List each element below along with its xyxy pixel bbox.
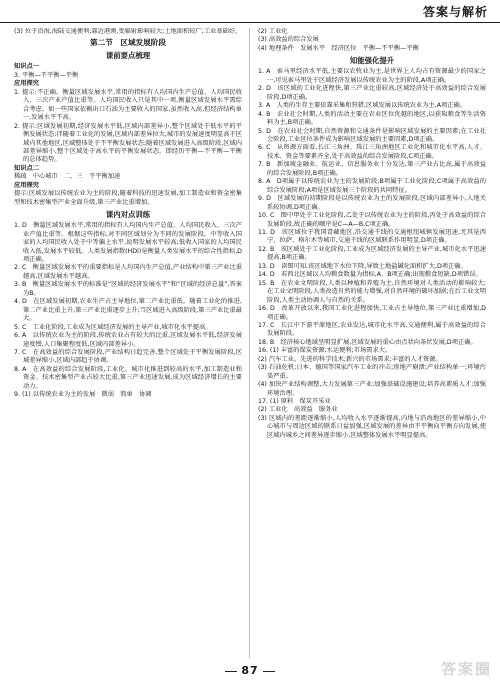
column-divider: [249, 28, 250, 658]
answer-paragraph: 13. D 读图可知,该区域地下水位下降,导致土地盐碱化面积扩大,D项正确。: [258, 262, 467, 270]
answer-paragraph: 1. 提示:不正确。衡量区域发展水平,常用的指标有人均国内生产总值、人均国民收入、三次产业产值比重等。人均国民收入只是其中一项,衡量区域发展水平需综合考虑。如一些国家依赖出口石油为主要收入的国家,虽然收入高,但经济结构单一,发展水平不高。: [14, 88, 242, 122]
answer-paragraph: (3) 区域内的差距逐渐缩小,人均收入水平逐渐提高,内地与沿海地区的差异缩小,中心城市与周边区域的联系日益加强,区域发展的差异由不平衡向平衡方向发展,使区域内城乡之间差异逐步缩小,区域整体发展水平明显提高。: [258, 414, 486, 439]
answer-paragraph: 7. C 在高效益的综合发展阶段,产业结构日趋完善,整个区域处于平衡发展阶段,区域差异缩小,区域内部趋于协调。: [14, 348, 242, 365]
answer-paragraph: 11. D 该区域位于我国青藏地区,沿交通干线的交通枢纽城镇发展迅速,尤其是西宁、拉萨、格尔木等城市,交通干线的区域联系作用明显,D项正确。: [258, 228, 486, 245]
answer-paragraph: 提示:区域发展以传统农业为主的阶段,随着科技的迅速发展,加工制造业和资金密集型和技术密集型产业全面升级,第三产业比重增加。: [14, 190, 242, 206]
answer-paragraph: 5. C 工业化阶段,工业成为区域经济发展的主导产业,城市化水平提高。: [14, 323, 212, 331]
answer-paragraph: 2. D 该区域的工业化进程快,第三产业比重较高,区域经济处于高效益的综合发展阶段,D项正确。: [258, 85, 486, 101]
answer-paragraph: (2) 工业化 高效益 服务业: [258, 406, 338, 414]
answer-paragraph: (3) 高效益的综合发展: [258, 36, 319, 44]
right-column: [258, 28, 486, 658]
answer-paragraph: 7. B 新加坡金融业、航运业、信息服务业十分发达,第三产业占比高,属于高效益的综合发展阶段,B项正确。: [258, 161, 486, 177]
answer-paragraph: 3. A 人类的生存主要依靠采集和狩猎,区域发展以传统农业为主,A项正确。: [258, 102, 466, 110]
answer-paragraph: 4. D 在区域发展初期,农业生产占主导地位,第二产业比重低。随着工业化的推进,第二产业比重上升,第三产业比重逐步上升;当区域进入高级阶段,第三产业比重最大。: [14, 298, 242, 323]
answer-paragraph: 9. D 区域发展的初期阶段是以传统农业为主的发展阶段,区域内部差异小,人地关系较协调,D项正确。: [258, 195, 486, 211]
answer-paragraph: (3) 位于沿海,海陆交通便利;靠近港澳,受辐射影响较大;土地面积较广;工业基础好。: [14, 28, 242, 35]
answer-paragraph: 14. D 若西北区域以人均粮食数量为指标,A、B项正确;出现粮食短缺,D项错误。: [258, 271, 482, 279]
answer-paragraph: 知识点二: [14, 164, 39, 172]
answer-paragraph: 17. (1) 原料 煤炭开采业: [258, 398, 331, 406]
answer-paragraph: 16. D 改革开放以来,我国工业化进程加快,工业占主导地位,第三产业比重增加,D项正确。: [258, 305, 486, 321]
answer-paragraph: 5. D 在农业社会时期,自然资源和交通条件是影响区域发展的主要因素;在工业社会阶段,工业区位条件成为影响区域发展的主要因素,D项正确。: [258, 127, 486, 143]
page-number-text: 87: [241, 664, 259, 677]
answer-paragraph: 10. C 图中甲处于工业化阶段,乙处于以传统农业为主的阶段,丙处于高效益的综合发展阶段,故正确的顺序是C—A—B,C项正确。: [258, 212, 486, 228]
answer-paragraph: 知识点一: [14, 63, 39, 71]
page-number-dash-right: [263, 671, 275, 672]
answer-paragraph: (4) 加快产业结构调整,大力发展第三产业;加强基础设施建设;培养高素质人才;加强环境治理。: [258, 381, 486, 397]
answer-paragraph: 4. B 农业社会时期,人类的活动主要在农业区位优越的地区,以获取粮食等生活资料为主,B项正确。: [258, 110, 486, 127]
answer-paragraph: 3. 平衡—不平衡—平衡: [14, 71, 79, 79]
answer-paragraph: (4) 地理条件 发展水平 经济区位 平衡—不平衡—平衡: [258, 44, 419, 52]
answer-paragraph: 15. B 在农业文明阶段,人类以种植和养殖为主,自然环境对人类活动的影响较大;在工业文明阶段,人类改造自然的能力增强,对自然环境的破坏加剧;在后工业文明阶段,人类主动协调人与自然的关系。: [258, 279, 486, 304]
answer-paragraph: 12. B 该区域处于工业化阶段,工业成为区域经济发展的主导产业,城市化水平迅速提高,B项正确。: [258, 245, 486, 262]
left-column: [14, 28, 242, 658]
answer-paragraph: 1. D 衡量区域发展水平,常用的指标有人均国内生产总值、人均国民收入、三次产业产值比重等。根据这些指标,对不同区域划分为不同的发展阶段。中等收入国家的人均国民收入处于中等偏上水平,说明发展水平较高;低收入国家的人均国民收入低,发展水平较低。人类发展指数(HDI)是衡量人类发展水平的综合性指标,D项正确。: [14, 222, 242, 263]
section-heading: 课内对点训练: [105, 210, 151, 220]
watermark-logo: 答案圈: [440, 660, 492, 678]
answer-paragraph: (2) 工业化: [258, 28, 288, 35]
answer-paragraph: 2. C 衡量区域发展水平的重要指标是人均国内生产总值,产业结构中第三产业比重越高,区域发展水平越高。: [14, 264, 242, 280]
answer-paragraph: 应用探究: [14, 181, 39, 189]
answer-paragraph: (3) 石油危机;日本、德国等国家汽车工业的冲击;房地产崩溃;产业结构单一;环境污染严重。: [258, 364, 486, 380]
answer-paragraph: 9. (1) 以传统农业为主的发展 微弱 简单 协调: [14, 391, 152, 399]
answer-paragraph: 16. (1) 丰富的煤炭资源;水运便利;市场需求大。: [258, 347, 392, 355]
header-title: 答案与解析: [422, 5, 488, 19]
answer-paragraph: 3. B 衡量区域发展水平的标准是“区域的经济发展水平”和“区域的经济总量”,答案为B。: [14, 281, 242, 297]
page-number-dash-left: [225, 671, 237, 672]
answer-paragraph: (2) 汽车工业。先进的科学技术;新兴的市场需求;丰富的人才资源。: [258, 355, 442, 363]
answer-paragraph: 稀疏 中心城市 二、三 不平衡加速: [14, 173, 121, 181]
answer-paragraph: 1. A 索马里经济水平低,主要以农牧业为主,是世界上人均占有资源最少的国家之一,可见索马里处于区域经济发展以传统农业为主的阶段,A项正确。: [258, 68, 486, 84]
answer-paragraph: 6. C 从资源方面看,长江三角洲、珠江三角洲地区工业化和城市化水平高,人才、技术、资金等要素齐全,处于高效益的综合发展阶段,C项正确。: [258, 144, 486, 160]
section-heading: 知能强化提升: [349, 56, 395, 66]
answer-paragraph: 2. 提示:区域发展初期,经济发展水平低,区域内部差异小,整个区域处于低水平的平衡发展状态;伴随着工业化的发展,区域内部差异拉大,城市的发展速度明显高于区域内其他地区,区域整体处于不平衡发展状态;随着区域发展进入高级阶段,区域内部差异缩小,整个区域处于高水平的平衡发展状态。即经历平衡—不平衡—平衡的总体趋势。: [14, 122, 242, 164]
section-heading: 课前要点梳理: [105, 51, 151, 61]
answer-paragraph: 8. A D项属于以传统农业为主的发展阶段;B项属于工业化阶段;C项属于高效益的综合发展阶段;A项是区域发展三个阶段的共同特征。: [258, 178, 486, 194]
section-heading: 第二节 区域发展阶段: [90, 38, 166, 48]
page-header: [0, 0, 500, 23]
answer-paragraph: 18. B 经济核心地域呈明显扩展,区域发展的重心由点状向条状发展,D项正确。: [258, 338, 477, 346]
answer-paragraph: 8. A 在高效益的综合发展阶段,工业化、城市化推进到较高的水平,加工制造业和资金、技术密集型产业占较大比重,第三产业迅速发展,成为区域经济增长的主要动力。: [14, 365, 242, 390]
answer-paragraph: 17. C 长江中下游平原地区,农业发达,城市化水平高,交通便利,属于高效益的综合发展阶段。: [258, 321, 486, 338]
answer-paragraph: 应用探究: [14, 80, 39, 88]
answer-paragraph: 6. A 以传统农业为主的阶段,传统农业占有较大的比重,区域发展水平低,经济发展速度慢,人口集聚程度低,区域内部差异小。: [14, 332, 242, 348]
